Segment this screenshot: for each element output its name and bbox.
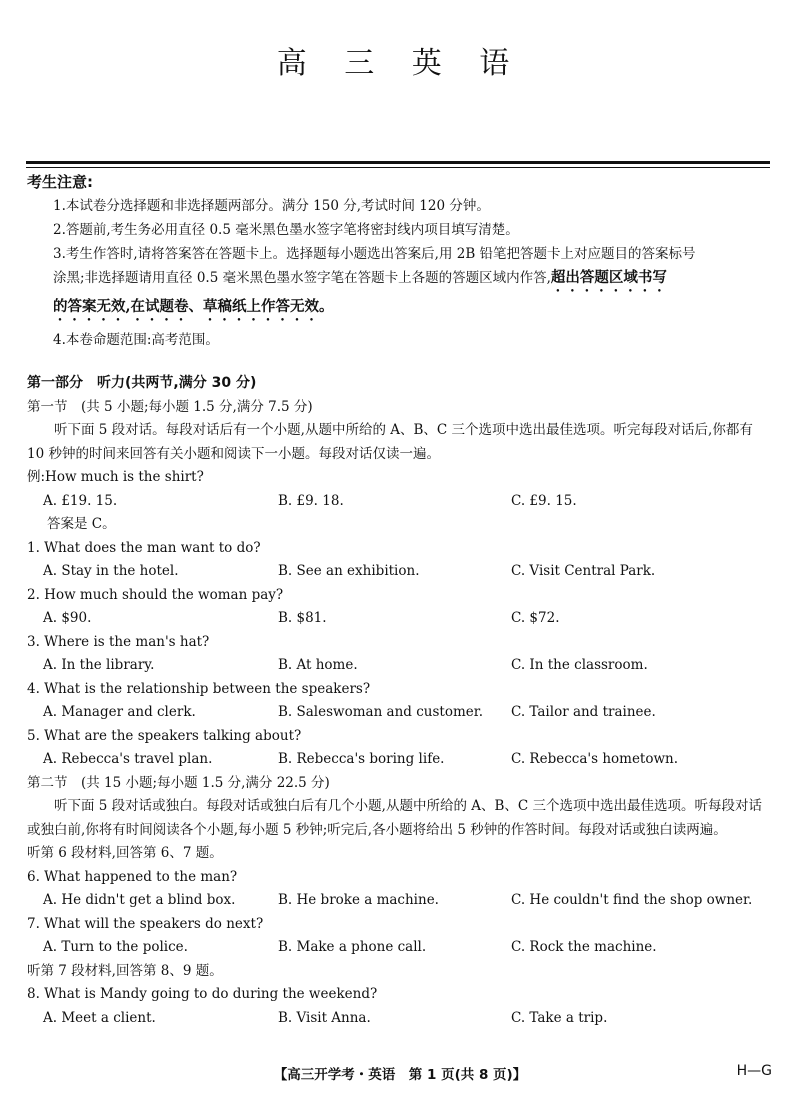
question-4: 4. What is the relationship between the speakers?: [27, 680, 371, 697]
section2-heading: 第二节 (共 15 小题;每小题 1.5 分,满分 22.5 分): [27, 774, 330, 791]
question-7: 7. What will the speakers do next?: [27, 915, 264, 932]
notice-item-3-cont: 涂黑;非选择题请用直径 0.5 毫米黑色墨水签字笔在答题卡上各题的答题区域内作答,超出答题区域书写: [53, 269, 667, 286]
notice-heading: 考生注意:: [27, 173, 93, 191]
q4-option-b: B. Saleswoman and customer.: [278, 704, 484, 720]
q4-option-a: A. Manager and clerk.: [43, 704, 196, 720]
q5-option-c: C. Rebecca's hometown.: [511, 751, 679, 767]
q7-option-c: C. Rock the machine.: [511, 939, 657, 955]
question-4-options: [27, 701, 772, 725]
example-option-b: B. £9. 18.: [278, 492, 344, 509]
notice-item-2: 2.答题前,考生务必用直径 0.5 毫米黑色墨水签字笔将密封线内项目填写清楚。: [53, 222, 519, 238]
example-options: [27, 490, 772, 514]
q2-option-a: A. $90.: [43, 610, 92, 626]
question-5-options: [27, 748, 772, 772]
part1-heading: 第一部分 听力(共两节,满分 30 分): [27, 375, 257, 391]
page-title: 高 三 英 语: [276, 46, 524, 81]
example-question: 例:How much is the shirt?: [27, 469, 204, 485]
question-7-options: [27, 936, 772, 960]
q5-option-b: B. Rebecca's boring life.: [278, 751, 445, 767]
section1-heading: 第一节 (共 5 小题;每小题 1.5 分,满分 7.5 分): [27, 398, 313, 415]
question-8-options: [27, 1007, 772, 1031]
question-6: 6. What happened to the man?: [27, 868, 238, 885]
q8-option-b: B. Visit Anna.: [278, 1009, 371, 1026]
notice-item-1: 1.本试卷分选择题和非选择题两部分。满分 150 分,考试时间 120 分钟。: [53, 198, 490, 214]
question-8: 8. What is Mandy going to do during the weekend?: [27, 986, 378, 1002]
q3-option-c: C. In the classroom.: [511, 657, 648, 673]
question-2: 2. How much should the woman pay?: [27, 586, 284, 603]
q2-option-c: C. $72.: [511, 610, 560, 626]
material-6-label: 听第 6 段材料,回答第 6、7 题。: [27, 845, 223, 861]
q1-option-b: B. See an exhibition.: [278, 563, 420, 579]
notice-emphasis-2: 的答案无效,在试题卷、草稿纸上作答无效。: [53, 298, 334, 315]
q7-option-a: A. Turn to the police.: [43, 939, 188, 955]
notice-item-4: 4.本卷命题范围:高考范围。: [53, 332, 219, 348]
q8-option-c: C. Take a trip.: [511, 1009, 608, 1026]
question-1: 1. What does the man want to do?: [27, 539, 261, 556]
q3-option-b: B. At home.: [278, 657, 358, 673]
q2-option-b: B. $81.: [278, 610, 327, 626]
exam-content: [27, 372, 772, 1030]
question-1-options: [27, 560, 772, 584]
question-2-options: [27, 607, 772, 631]
example-option-a: A. £19. 15.: [43, 492, 118, 509]
example-option-c: C. £9. 15.: [511, 492, 577, 509]
header-divider-thick: [26, 161, 770, 164]
material-7-label: 听第 7 段材料,回答第 8、9 题。: [27, 962, 223, 979]
question-6-options: [27, 889, 772, 913]
q7-option-b: B. Make a phone call.: [278, 939, 427, 955]
notice-emphasis-1: 超出答题区域书写: [550, 269, 667, 286]
q1-option-a: A. Stay in the hotel.: [43, 563, 179, 579]
q6-option-a: A. He didn't get a blind box.: [43, 892, 236, 908]
section1-instructions: 听下面 5 段对话。每段对话后有一个小题,从题中所给的 A、B、C 三个选项中选出最佳选项。听完每段对话后,你都有 10 秒钟的时间来回答有关小题和阅读下一小题。每段对话仅读一遍。: [27, 422, 753, 462]
q1-option-c: C. Visit Central Park.: [511, 563, 656, 579]
notice-item-3: 3.考生作答时,请将答案答在答题卡上。选择题每小题选出答案后,用 2B 铅笔把答题卡上对应题目的答案标号: [53, 246, 696, 262]
question-5: 5. What are the speakers talking about?: [27, 727, 302, 744]
q6-option-c: C. He couldn't find the shop owner.: [511, 892, 753, 908]
page-footer: 【高三开学考・英语 第 1 页(共 8 页)】: [273, 1067, 527, 1083]
question-3: 3. Where is the man's hat?: [27, 633, 210, 650]
section2-instructions: 听下面 5 段对话或独白。每段对话或独白后有几个小题,从题中所给的 A、B、C 三个选项中选出最佳选项。听每段对话或独白前,你将有时间阅读各个小题,每小题 5 秒钟;听完后,各小题将给出 5 秒钟的作答时间。每段对话或独白读两遍。: [27, 798, 763, 838]
q3-option-a: A. In the library.: [43, 657, 155, 673]
q8-option-a: A. Meet a client.: [43, 1009, 156, 1026]
q5-option-a: A. Rebecca's travel plan.: [43, 751, 213, 767]
q4-option-c: C. Tailor and trainee.: [511, 704, 656, 720]
notice-list: [53, 194, 773, 352]
notice-item-3-end: [53, 295, 773, 324]
question-3-options: [27, 654, 772, 678]
example-answer: 答案是 C。: [47, 516, 116, 532]
paper-code: H—G: [736, 1063, 772, 1079]
q6-option-b: B. He broke a machine.: [278, 892, 439, 908]
header-divider-thin: [26, 167, 770, 168]
